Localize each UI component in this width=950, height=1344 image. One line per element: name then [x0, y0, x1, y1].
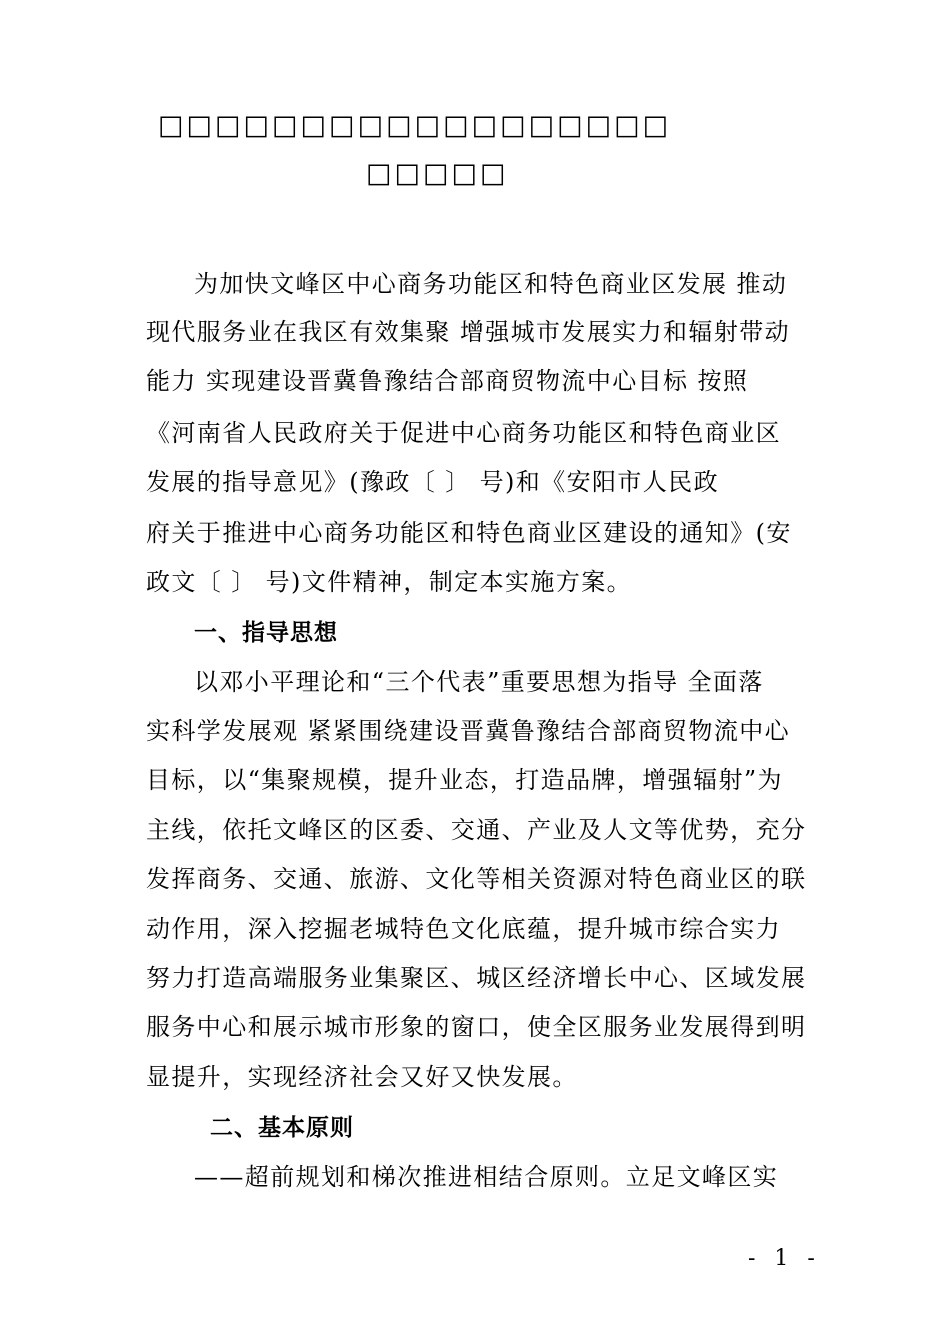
- document-title-line-2: □□□□□: [366, 158, 509, 189]
- section1-line: 显提升，实现经济社会又好又快发展。: [146, 1063, 578, 1091]
- intro-line: 政文〔 〕 号)文件精神，制定本实施方案。: [146, 568, 633, 596]
- document-title-line-1: □□□□□□□□□□□□□□□□□□: [158, 110, 672, 141]
- section1-line: 实科学发展观 紧紧围绕建设晋冀鲁豫结合部商贸物流中心: [146, 717, 791, 745]
- section1-line: 服务中心和展示城市形象的窗口，使全区服务业发展得到明: [146, 1013, 807, 1041]
- intro-line: 发展的指导意见》(豫政〔 〕 号)和《安阳市人民政: [146, 468, 719, 496]
- section1-line: 动作用，深入挖掘老城特色文化底蕴，提升城市综合实力: [146, 915, 781, 943]
- section1-line: 以邓小平理论和“三个代表”重要思想为指导 全面落: [194, 668, 764, 696]
- intro-line: 为加快文峰区中心商务功能区和特色商业区发展 推动: [194, 270, 788, 298]
- section-heading-basic-principles: 二、基本原则: [210, 1115, 354, 1141]
- intro-line: 《河南省人民政府关于促进中心商务功能区和特色商业区: [146, 419, 781, 447]
- section1-line: 发挥商务、交通、旅游、文化等相关资源对特色商业区的联: [146, 865, 807, 893]
- section-heading-guiding-ideology: 一、指导思想: [194, 620, 338, 646]
- section1-line: 主线，依托文峰区的区委、交通、产业及人文等优势，充分: [146, 816, 807, 844]
- page-number: - 1 -: [748, 1246, 821, 1271]
- intro-line: 现代服务业在我区有效集聚 增强城市发展实力和辐射带动: [146, 318, 791, 346]
- section2-line: ——超前规划和梯次推进相结合原则。立足文峰区实: [194, 1163, 779, 1191]
- section1-line: 努力打造高端服务业集聚区、城区经济增长中心、区域发展: [146, 964, 807, 992]
- section1-line: 目标，以“集聚规模，提升业态，打造品牌，增强辐射”为: [146, 766, 783, 794]
- intro-line: 府关于推进中心商务功能区和特色商业区建设的通知》(安: [146, 519, 792, 547]
- intro-line: 能力 实现建设晋冀鲁豫结合部商贸物流中心目标 按照: [146, 367, 749, 395]
